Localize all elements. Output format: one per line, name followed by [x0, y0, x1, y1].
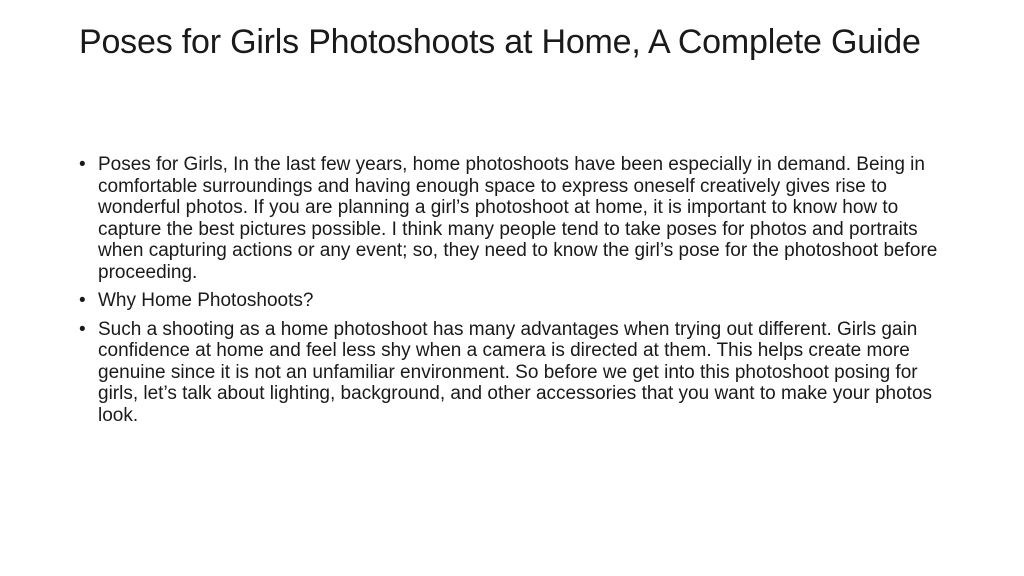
bullet-list: [79, 154, 949, 433]
bullet-item-intro: [79, 154, 949, 283]
bullet-item-why-home: [79, 290, 949, 312]
slide-title: Poses for Girls Photoshoots at Home, A Complete Guide: [79, 23, 921, 61]
bullet-text: Such a shooting as a home photoshoot has many advantages when trying out different. Girls gain confidence at home and feel less shy when a camera is directed at them. This helps create more genuine since it is not an unfamiliar environment. So before we get into this photoshoot posing for girls, let’s talk about lighting, background, and other accessories that you want to make your photos look.: [98, 318, 933, 426]
bullet-dot-icon: •: [79, 290, 86, 311]
bullet-item-advantages: [79, 319, 949, 427]
bullet-text: Poses for Girls, In the last few years, home photoshoots have been especially in demand. Being in comfortable surroundings and having enough space to express oneself creatively gives rise to wonderful photos. If you are planning a girl’s photoshoot at home, it is important to know how to capture the best pictures possible. I think many people tend to take poses for photos and portraits when capturing actions or any event; so, they need to know the girl’s pose for the photoshoot before proceeding.: [98, 154, 938, 283]
bullet-dot-icon: •: [79, 154, 86, 175]
bullet-dot-icon: •: [79, 318, 86, 340]
bullet-text: Why Home Photoshoots?: [98, 290, 314, 311]
